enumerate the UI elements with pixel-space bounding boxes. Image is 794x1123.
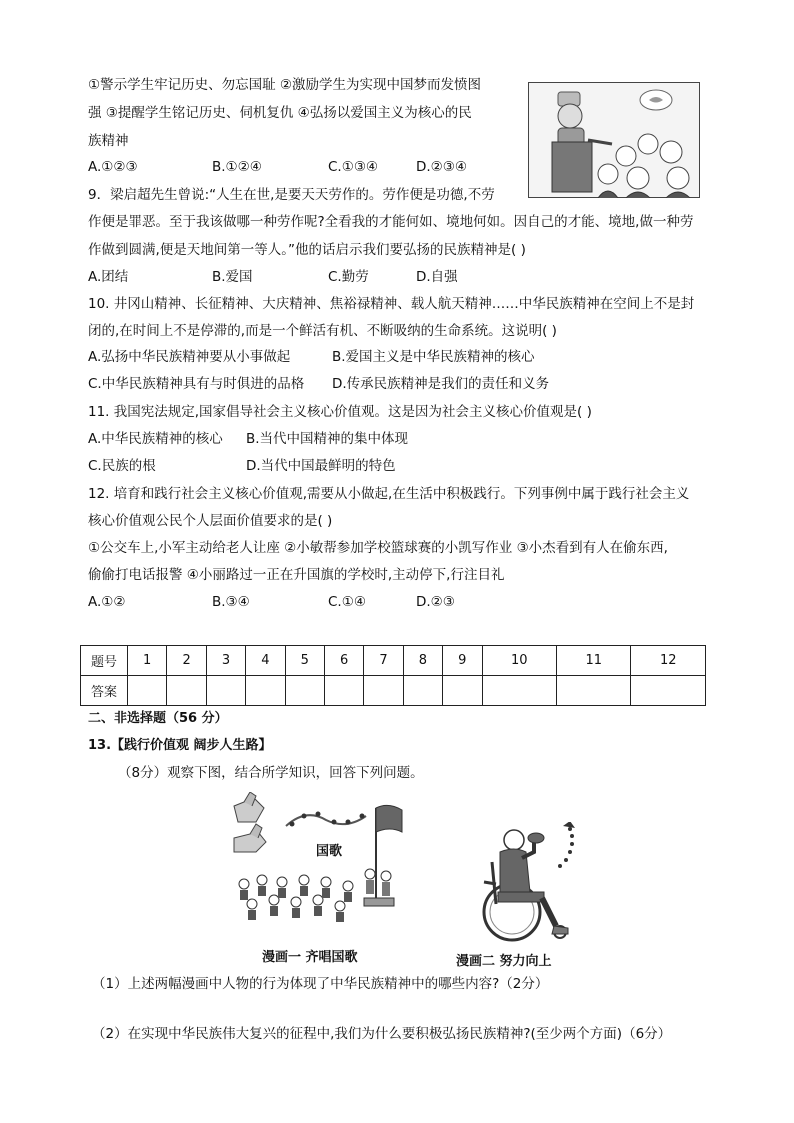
comic2-caption: 漫画二 努力向上: [456, 954, 552, 969]
q12-option-d[interactable]: D.②③: [416, 594, 455, 610]
table-number-cell: 10: [482, 646, 556, 676]
table-number-cell: 3: [206, 646, 245, 676]
q11-line1: 11. 我国宪法规定,国家倡导社会主义核心价值观。这是因为社会主义核心价值观是( ): [88, 404, 592, 420]
q12-option-a[interactable]: A.①②: [88, 594, 126, 610]
q13-title: 13.【践行价值观 阔步人生路】: [88, 738, 272, 753]
answer-table: [80, 645, 706, 706]
q12-line4: 偷偷打电话报警 ④小丽路过一正在升国旗的学校时,主动停下,行注目礼: [88, 567, 505, 583]
table-number-cell: 4: [246, 646, 285, 676]
table-number-cell: 12: [631, 646, 706, 676]
q12-option-c[interactable]: C.①④: [328, 594, 366, 610]
comic1-national-anthem-image: [230, 792, 430, 942]
q8-illustration-storyteller: [528, 82, 700, 198]
q11-option-d[interactable]: D.当代中国最鲜明的特色: [246, 458, 396, 474]
q9-line3: 作做到圆满,便是天地间第一等人。”他的话启示我们要弘扬的民族精神是( ): [88, 242, 526, 258]
answer-cell[interactable]: [246, 676, 285, 706]
table-number-cell: 5: [285, 646, 324, 676]
table-number-cell: 1: [128, 646, 167, 676]
table-number-cell: 8: [403, 646, 442, 676]
q12-line3: ①公交车上,小军主动给老人让座 ②小敏帮参加学校篮球赛的小凯写作业 ③小杰看到有人在偷东西,: [88, 540, 668, 556]
q11-option-a[interactable]: A.中华民族精神的核心: [88, 431, 223, 447]
answer-cell[interactable]: [631, 676, 706, 706]
table-number-cell: 2: [167, 646, 206, 676]
q9-option-c[interactable]: C.勤劳: [328, 269, 369, 285]
answer-table-number-row: [81, 646, 706, 676]
q8-statement-line1: ①警示学生牢记历史、勿忘国耻 ②激励学生为实现中国梦而发愤图: [88, 77, 481, 93]
answer-cell[interactable]: [403, 676, 442, 706]
q8-option-a[interactable]: A.①②③: [88, 159, 138, 175]
q8-option-d[interactable]: D.②③④: [416, 159, 467, 175]
table-number-cell: 7: [364, 646, 403, 676]
q9-line2: 作便是罪恶。至于我该做哪一种劳作呢?全看我的才能何如、境地何如。因自己的才能、境地,做一种劳: [88, 214, 694, 230]
answer-cell[interactable]: [364, 676, 403, 706]
table-number-cell: 11: [556, 646, 630, 676]
q13-subquestion-1: （1）上述两幅漫画中人物的行为体现了中华民族精神中的哪些内容?（2分）: [92, 976, 549, 992]
q9-option-b[interactable]: B.爱国: [212, 269, 253, 285]
answer-cell[interactable]: [443, 676, 482, 706]
q13-intro: （8分）观察下图，结合所学知识，回答下列问题。: [118, 765, 424, 781]
q9-line1: 9．梁启超先生曾说:“人生在世,是要天天劳作的。劳作便是功德,不劳: [88, 187, 495, 203]
answer-cell[interactable]: [482, 676, 556, 706]
q10-option-c[interactable]: C.中华民族精神具有与时俱进的品格: [88, 376, 305, 392]
answer-cell[interactable]: [285, 676, 324, 706]
q12-line1: 12. 培育和践行社会主义核心价值观,需要从小做起,在生活中积极践行。下列事例中属于践行社会主义: [88, 486, 690, 502]
answer-cell[interactable]: [324, 676, 363, 706]
answer-table-answer-row: [81, 676, 706, 706]
answer-cell[interactable]: [128, 676, 167, 706]
q12-option-b[interactable]: B.③④: [212, 594, 250, 610]
section-title-non-choice: 二、非选择题（56 分）: [88, 711, 228, 726]
q11-option-b[interactable]: B.当代中国精神的集中体现: [246, 431, 409, 447]
q9-option-d[interactable]: D.自强: [416, 269, 458, 285]
q13-subquestion-2: （2）在实现中华民族伟大复兴的征程中,我们为什么要积极弘扬民族精神?(至少两个方面)（6分）: [92, 1026, 672, 1042]
q8-option-c[interactable]: C.①③④: [328, 159, 379, 175]
q11-option-c[interactable]: C.民族的根: [88, 458, 156, 474]
comic1-caption: 漫画一 齐唱国歌: [262, 950, 358, 965]
q10-line1: 10. 井冈山精神、长征精神、大庆精神、焦裕禄精神、载人航天精神……中华民族精神在空间上不是封: [88, 296, 695, 312]
q9-option-a[interactable]: A.团结: [88, 269, 129, 285]
q12-line2: 核心价值观公民个人层面价值要求的是( ): [88, 513, 333, 529]
table-number-cell: 9: [443, 646, 482, 676]
table-number-cell: 6: [324, 646, 363, 676]
q8-statement-line3: 族精神: [88, 133, 129, 149]
q10-option-d[interactable]: D.传承民族精神是我们的责任和义务: [332, 376, 550, 392]
q8-statement-line2: 强 ③提醒学生铭记历史、伺机复仇 ④弘扬以爱国主义为核心的民: [88, 105, 472, 121]
answer-cell[interactable]: [167, 676, 206, 706]
q8-option-b[interactable]: B.①②④: [212, 159, 262, 175]
q10-option-a[interactable]: A.弘扬中华民族精神要从小事做起: [88, 349, 291, 365]
q10-option-b[interactable]: B.爱国主义是中华民族精神的核心: [332, 349, 535, 365]
comic2-wheelchair-image: [462, 822, 592, 942]
q10-line2: 闭的,在时间上不是停滞的,而是一个鲜活有机、不断吸纳的生命系统。这说明( ): [88, 323, 557, 339]
table-header-question-number: 题号: [81, 646, 128, 676]
answer-cell[interactable]: [556, 676, 630, 706]
answer-cell[interactable]: [206, 676, 245, 706]
table-header-answer: 答案: [81, 676, 128, 706]
comic1-anthem-label: 国歌: [316, 844, 343, 859]
